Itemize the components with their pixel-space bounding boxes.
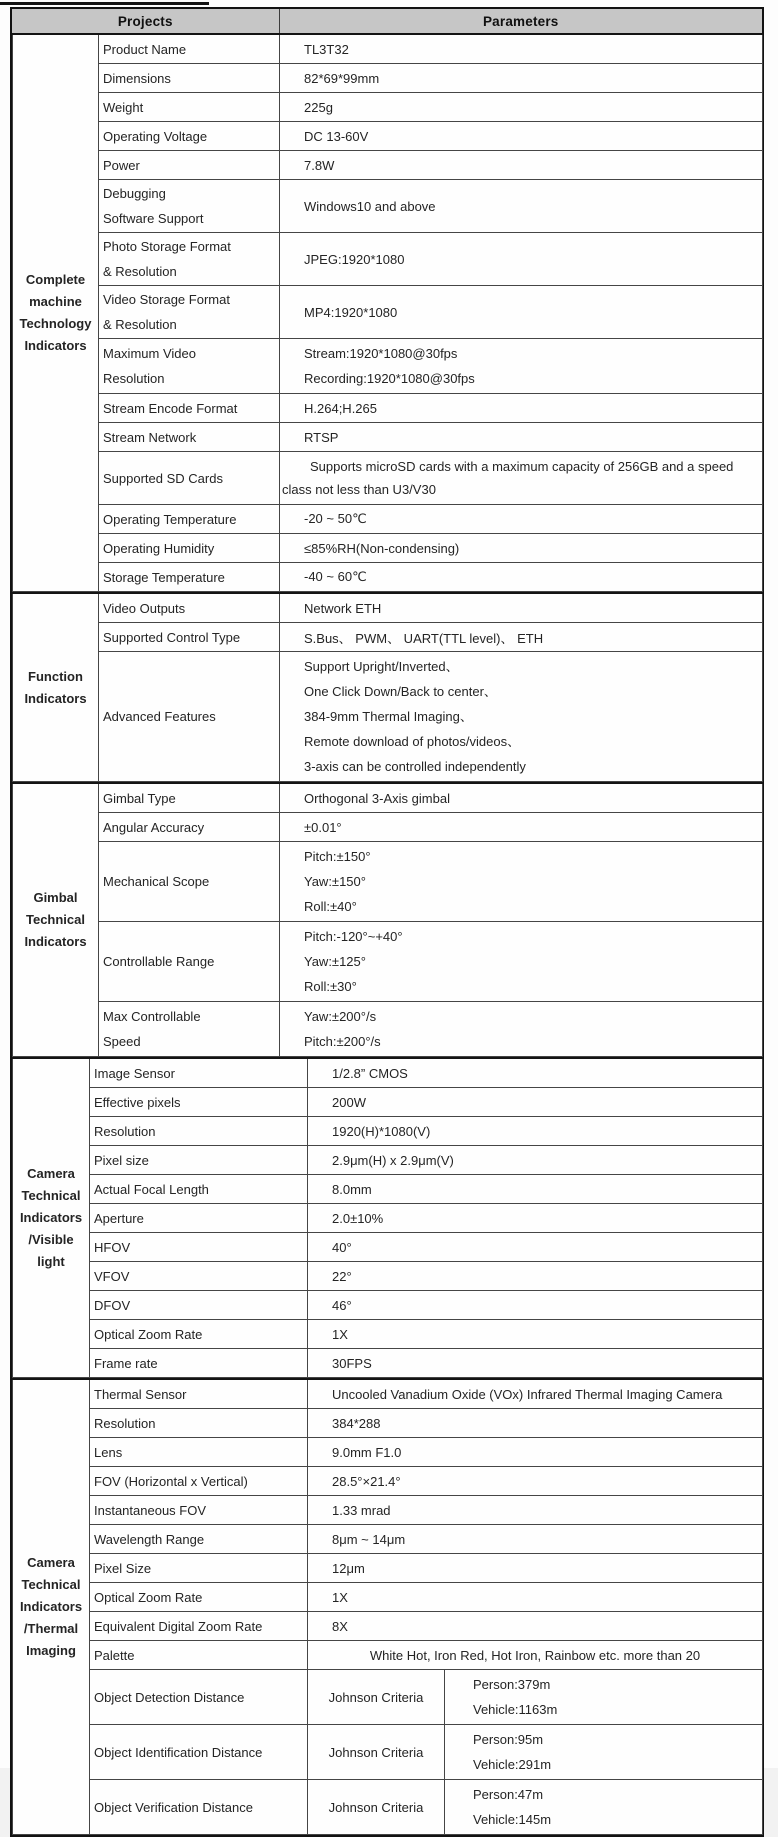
row-label: Equivalent Digital Zoom Rate xyxy=(90,1612,308,1641)
table-row xyxy=(13,1670,763,1725)
row-value-line: One Click Down/Back to center、 xyxy=(304,684,497,699)
table-row xyxy=(13,1525,763,1554)
row-label: Operating Humidity xyxy=(99,534,280,563)
row-value-line: Yaw:±200°/s xyxy=(304,1009,377,1024)
row-value-line: 384-9mm Thermal Imaging、 xyxy=(304,709,473,724)
row-value: 1X xyxy=(308,1320,763,1349)
section-table xyxy=(12,592,763,782)
row-label: Power xyxy=(99,151,280,180)
table-row xyxy=(13,423,763,452)
table-row xyxy=(13,1204,763,1233)
table-row xyxy=(13,180,763,233)
row-label: Resolution xyxy=(90,1117,308,1146)
category-cell: Complete machine Technology Indicators xyxy=(13,34,99,592)
row-value: White Hot, Iron Red, Hot Iron, Rainbow etc. more than 20 xyxy=(308,1641,763,1670)
table-row xyxy=(13,623,763,652)
row-value xyxy=(445,1670,763,1725)
row-label: Object Verification Distance xyxy=(90,1780,308,1835)
row-value: Windows10 and above xyxy=(280,180,763,233)
row-label xyxy=(99,286,280,339)
table-row xyxy=(13,339,763,394)
row-value-line: Recording:1920*1080@30fps xyxy=(304,371,475,386)
row-label-line: Max Controllable xyxy=(103,1009,201,1024)
row-label-line: Video Storage Format xyxy=(103,292,230,307)
row-value: Supports microSD cards with a maximum capacity of 256GB and a speed class not less than U3/V30 xyxy=(280,452,763,505)
row-label: Operating Voltage xyxy=(99,122,280,151)
row-value xyxy=(280,1002,763,1057)
row-value-line: Roll:±40° xyxy=(304,899,357,914)
category-cell: Gimbal Technical Indicators xyxy=(13,783,99,1057)
row-value-line: Person:95m xyxy=(473,1732,544,1747)
row-value: 8X xyxy=(308,1612,763,1641)
row-value: 46° xyxy=(308,1291,763,1320)
spec-table-header xyxy=(12,9,762,33)
row-value: S.Bus、 PWM、 UART(TTL level)、 ETH xyxy=(280,623,763,652)
row-label-line: Debugging xyxy=(103,186,166,201)
row-label: Object Identification Distance xyxy=(90,1725,308,1780)
row-value xyxy=(280,922,763,1002)
row-value: 200W xyxy=(308,1088,763,1117)
row-value-line: Roll:±30° xyxy=(304,979,357,994)
table-row xyxy=(13,1725,763,1780)
row-label: Optical Zoom Rate xyxy=(90,1583,308,1612)
row-label: Effective pixels xyxy=(90,1088,308,1117)
row-label: Frame rate xyxy=(90,1349,308,1378)
spec-table xyxy=(10,7,764,1837)
row-value: 8.0mm xyxy=(308,1175,763,1204)
row-value: 8μm ~ 14μm xyxy=(308,1525,763,1554)
row-label: VFOV xyxy=(90,1262,308,1291)
row-label-line: Software Support xyxy=(103,211,204,226)
row-value: 225g xyxy=(280,93,763,122)
row-label: Video Outputs xyxy=(99,593,280,623)
table-row xyxy=(13,1612,763,1641)
parameters-column-header: Parameters xyxy=(279,9,762,33)
row-value: 12μm xyxy=(308,1554,763,1583)
table-row xyxy=(13,286,763,339)
table-row xyxy=(13,1117,763,1146)
row-label: Object Detection Distance xyxy=(90,1670,308,1725)
row-label: Instantaneous FOV xyxy=(90,1496,308,1525)
table-row xyxy=(13,1349,763,1378)
row-label: Wavelength Range xyxy=(90,1525,308,1554)
row-label: Controllable Range xyxy=(99,922,280,1002)
row-label: Angular Accuracy xyxy=(99,813,280,842)
section-table xyxy=(12,33,763,592)
table-row xyxy=(13,842,763,922)
row-label-line: & Resolution xyxy=(103,317,177,332)
row-value: 1.33 mrad xyxy=(308,1496,763,1525)
row-label: Resolution xyxy=(90,1409,308,1438)
row-label: Gimbal Type xyxy=(99,783,280,813)
spec-sections xyxy=(12,33,762,1835)
row-value: 1920(H)*1080(V) xyxy=(308,1117,763,1146)
row-label xyxy=(99,1002,280,1057)
table-row xyxy=(13,1409,763,1438)
row-label: Mechanical Scope xyxy=(99,842,280,922)
row-label: Dimensions xyxy=(99,64,280,93)
row-value: H.264;H.265 xyxy=(280,394,763,423)
table-row xyxy=(13,534,763,563)
row-label: HFOV xyxy=(90,1233,308,1262)
table-row xyxy=(13,1088,763,1117)
row-label: Stream Network xyxy=(99,423,280,452)
table-row xyxy=(13,1233,763,1262)
row-value-line: Remote download of photos/videos、 xyxy=(304,734,521,749)
row-value-line: Yaw:±125° xyxy=(304,954,366,969)
table-row xyxy=(13,64,763,93)
criteria-cell: Johnson Criteria xyxy=(308,1670,445,1725)
table-row xyxy=(13,1438,763,1467)
row-label-line: Photo Storage Format xyxy=(103,239,231,254)
table-row xyxy=(13,1496,763,1525)
table-row xyxy=(13,922,763,1002)
row-value: 22° xyxy=(308,1262,763,1291)
row-label: Actual Focal Length xyxy=(90,1175,308,1204)
table-row xyxy=(13,1058,763,1088)
row-value: ≤85%RH(Non-condensing) xyxy=(280,534,763,563)
section-table xyxy=(12,1378,763,1835)
row-value xyxy=(445,1780,763,1835)
row-value xyxy=(280,652,763,782)
table-row xyxy=(13,652,763,782)
table-row xyxy=(13,593,763,623)
row-label: FOV (Horizontal x Vertical) xyxy=(90,1467,308,1496)
table-row xyxy=(13,1002,763,1057)
row-value: JPEG:1920*1080 xyxy=(280,233,763,286)
table-row xyxy=(13,505,763,534)
row-label: Pixel Size xyxy=(90,1554,308,1583)
table-row xyxy=(13,1291,763,1320)
row-label: Storage Temperature xyxy=(99,563,280,592)
row-value: 1/2.8” CMOS xyxy=(308,1058,763,1088)
table-row xyxy=(13,1146,763,1175)
row-label: Advanced Features xyxy=(99,652,280,782)
row-value: 9.0mm F1.0 xyxy=(308,1438,763,1467)
category-cell: Camera Technical Indicators /Visible light xyxy=(13,1058,90,1378)
table-row xyxy=(13,1780,763,1835)
page-top-rule xyxy=(0,2,209,5)
row-value: 2.0±10% xyxy=(308,1204,763,1233)
table-row xyxy=(13,93,763,122)
row-value: DC 13-60V xyxy=(280,122,763,151)
table-row xyxy=(13,1554,763,1583)
row-label-line: & Resolution xyxy=(103,264,177,279)
row-label-line: Speed xyxy=(103,1034,141,1049)
row-label xyxy=(99,180,280,233)
row-value: MP4:1920*1080 xyxy=(280,286,763,339)
row-value-line: Support Upright/Inverted、 xyxy=(304,659,459,674)
table-row xyxy=(13,1583,763,1612)
row-value-line: Vehicle:291m xyxy=(473,1757,552,1772)
table-row xyxy=(13,394,763,423)
table-row xyxy=(13,1320,763,1349)
criteria-cell: Johnson Criteria xyxy=(308,1725,445,1780)
row-label: Weight xyxy=(99,93,280,122)
row-label: Image Sensor xyxy=(90,1058,308,1088)
row-label: Optical Zoom Rate xyxy=(90,1320,308,1349)
category-cell: Camera Technical Indicators /Thermal Imaging xyxy=(13,1379,90,1835)
row-value-line: Stream:1920*1080@30fps xyxy=(304,346,458,361)
table-row xyxy=(13,34,763,64)
row-value-line: Yaw:±150° xyxy=(304,874,366,889)
row-value: 40° xyxy=(308,1233,763,1262)
section-table xyxy=(12,1057,763,1378)
row-label: Product Name xyxy=(99,34,280,64)
table-row xyxy=(13,122,763,151)
table-row xyxy=(13,813,763,842)
row-value: 2.9μm(H) x 2.9μm(V) xyxy=(308,1146,763,1175)
table-row xyxy=(13,563,763,592)
row-label: Stream Encode Format xyxy=(99,394,280,423)
row-label: Supported SD Cards xyxy=(99,452,280,505)
row-value: Orthogonal 3-Axis gimbal xyxy=(280,783,763,813)
row-value: ±0.01° xyxy=(280,813,763,842)
table-row xyxy=(13,1641,763,1670)
row-value: 1X xyxy=(308,1583,763,1612)
category-cell: Function Indicators xyxy=(13,593,99,782)
table-row xyxy=(13,1467,763,1496)
row-value: RTSP xyxy=(280,423,763,452)
criteria-cell: Johnson Criteria xyxy=(308,1780,445,1835)
row-value: -20 ~ 50℃ xyxy=(280,505,763,534)
row-value-line: Vehicle:145m xyxy=(473,1812,552,1827)
row-value: 28.5°×21.4° xyxy=(308,1467,763,1496)
row-label xyxy=(99,233,280,286)
row-label: Palette xyxy=(90,1641,308,1670)
row-label xyxy=(99,339,280,394)
row-value-line: Vehicle:1163m xyxy=(473,1702,558,1717)
table-row xyxy=(13,452,763,505)
row-value xyxy=(280,842,763,922)
table-row xyxy=(13,151,763,180)
row-value xyxy=(280,339,763,394)
row-label-line: Maximum Video xyxy=(103,346,196,361)
row-label: Supported Control Type xyxy=(99,623,280,652)
table-row xyxy=(13,1175,763,1204)
table-row xyxy=(13,233,763,286)
table-row xyxy=(13,1379,763,1409)
row-label: Aperture xyxy=(90,1204,308,1233)
row-value: 7.8W xyxy=(280,151,763,180)
row-value: Uncooled Vanadium Oxide (VOx) Infrared Thermal Imaging Camera xyxy=(308,1379,763,1409)
row-value: 82*69*99mm xyxy=(280,64,763,93)
row-value-line: Person:379m xyxy=(473,1677,551,1692)
row-value: Network ETH xyxy=(280,593,763,623)
row-value-line: Person:47m xyxy=(473,1787,544,1802)
row-label: Thermal Sensor xyxy=(90,1379,308,1409)
row-label: DFOV xyxy=(90,1291,308,1320)
row-value: TL3T32 xyxy=(280,34,763,64)
table-row xyxy=(13,783,763,813)
section-table xyxy=(12,782,763,1057)
row-value: 384*288 xyxy=(308,1409,763,1438)
row-label: Lens xyxy=(90,1438,308,1467)
row-value-line: Pitch:-120°~+40° xyxy=(304,929,403,944)
row-value-line: Pitch:±200°/s xyxy=(304,1034,381,1049)
row-label: Pixel size xyxy=(90,1146,308,1175)
row-value-line: 3-axis can be controlled independently xyxy=(304,759,526,774)
table-row xyxy=(13,1262,763,1291)
row-value: -40 ~ 60℃ xyxy=(280,563,763,592)
row-label: Operating Temperature xyxy=(99,505,280,534)
row-value-line: Pitch:±150° xyxy=(304,849,371,864)
projects-column-header: Projects xyxy=(12,9,279,33)
row-label-line: Resolution xyxy=(103,371,165,386)
row-value xyxy=(445,1725,763,1780)
row-value: 30FPS xyxy=(308,1349,763,1378)
